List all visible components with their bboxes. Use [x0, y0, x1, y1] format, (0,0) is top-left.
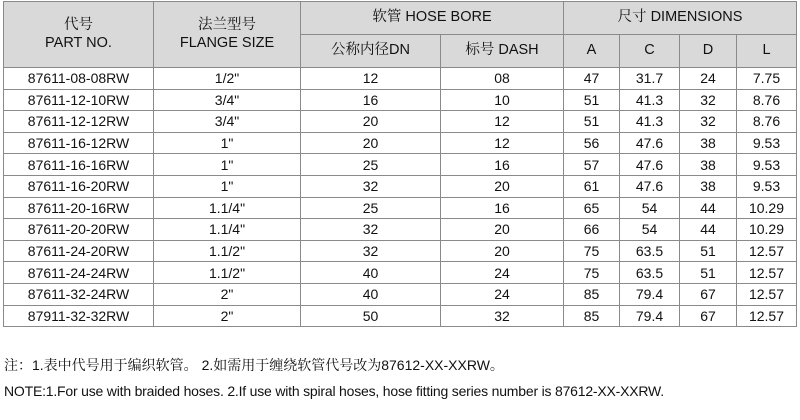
- cell-d: 38: [680, 175, 737, 197]
- cell-part-no: 87611-08-08RW: [4, 68, 154, 90]
- cell-l: 9.53: [737, 175, 797, 197]
- cell-part-no: 87611-12-10RW: [4, 89, 154, 111]
- cell-dash: 12: [441, 111, 564, 133]
- cell-a: 66: [564, 219, 620, 241]
- cell-dn: 32: [301, 240, 441, 262]
- cell-dash: 16: [441, 154, 564, 176]
- cell-d: 67: [680, 283, 737, 305]
- cell-dn: 32: [301, 219, 441, 241]
- cell-dn: 50: [301, 305, 441, 327]
- cell-a: 85: [564, 283, 620, 305]
- cell-flange-size: 1.1/2": [154, 262, 301, 284]
- table-header: [4, 2, 797, 68]
- cell-part-no: 87611-16-16RW: [4, 154, 154, 176]
- cell-l: 8.76: [737, 89, 797, 111]
- cell-flange-size: 1": [154, 154, 301, 176]
- table-row: [4, 240, 797, 262]
- cell-flange-size: 1.1/4": [154, 197, 301, 219]
- cell-d: 51: [680, 240, 737, 262]
- cell-part-no: 87611-24-20RW: [4, 240, 154, 262]
- dimensions-table: [3, 1, 797, 327]
- cell-l: 12.57: [737, 305, 797, 327]
- cell-dn: 40: [301, 283, 441, 305]
- cell-c: 47.6: [620, 154, 680, 176]
- cell-d: 44: [680, 219, 737, 241]
- cell-flange-size: 1": [154, 175, 301, 197]
- cell-part-no: 87911-32-32RW: [4, 305, 154, 327]
- cell-d: 24: [680, 68, 737, 90]
- cell-a: 51: [564, 89, 620, 111]
- cell-l: 12.57: [737, 283, 797, 305]
- cell-l: 10.29: [737, 219, 797, 241]
- cell-d: 67: [680, 305, 737, 327]
- cell-a: 61: [564, 175, 620, 197]
- cell-d: 32: [680, 89, 737, 111]
- cell-l: 9.53: [737, 154, 797, 176]
- header-dn: 公称内径DN: [301, 35, 441, 68]
- header-d: D: [680, 35, 737, 68]
- cell-c: 63.5: [620, 240, 680, 262]
- table-row: [4, 132, 797, 154]
- cell-dn: 16: [301, 89, 441, 111]
- cell-a: 75: [564, 240, 620, 262]
- header-l: L: [737, 35, 797, 68]
- header-dimensions: 尺寸 DIMENSIONS: [564, 2, 797, 35]
- table-row: [4, 197, 797, 219]
- cell-l: 8.76: [737, 111, 797, 133]
- cell-l: 10.29: [737, 197, 797, 219]
- cell-l: 7.75: [737, 68, 797, 90]
- header-flange-size-en: FLANGE SIZE: [179, 34, 275, 51]
- cell-c: 47.6: [620, 132, 680, 154]
- cell-flange-size: 1": [154, 132, 301, 154]
- cell-dn: 25: [301, 197, 441, 219]
- header-part-no: [4, 2, 154, 68]
- cell-c: 47.6: [620, 175, 680, 197]
- cell-dn: 20: [301, 132, 441, 154]
- table-row: [4, 305, 797, 327]
- cell-flange-size: 1.1/2": [154, 240, 301, 262]
- cell-l: 9.53: [737, 132, 797, 154]
- cell-a: 65: [564, 197, 620, 219]
- cell-c: 31.7: [620, 68, 680, 90]
- cell-dash: 08: [441, 68, 564, 90]
- header-hose-bore: 软管 HOSE BORE: [301, 2, 564, 35]
- cell-a: 56: [564, 132, 620, 154]
- cell-flange-size: 2": [154, 283, 301, 305]
- cell-a: 51: [564, 111, 620, 133]
- cell-dash: 16: [441, 197, 564, 219]
- cell-c: 54: [620, 197, 680, 219]
- note-english: NOTE:1.For use with braided hoses. 2.If use with spiral hoses, hose fitting series number is 87612-XX-XXRW.: [4, 383, 664, 399]
- cell-dash: 20: [441, 219, 564, 241]
- table-row: [4, 262, 797, 284]
- table-row: [4, 219, 797, 241]
- cell-part-no: 87611-32-24RW: [4, 283, 154, 305]
- table-body: [4, 68, 797, 327]
- cell-dash: 24: [441, 262, 564, 284]
- cell-part-no: 87611-16-20RW: [4, 175, 154, 197]
- table-row: [4, 89, 797, 111]
- cell-flange-size: 1.1/4": [154, 219, 301, 241]
- cell-part-no: 87611-12-12RW: [4, 111, 154, 133]
- cell-dash: 24: [441, 283, 564, 305]
- cell-c: 79.4: [620, 283, 680, 305]
- cell-c: 54: [620, 219, 680, 241]
- cell-dash: 20: [441, 240, 564, 262]
- cell-part-no: 87611-16-12RW: [4, 132, 154, 154]
- cell-a: 75: [564, 262, 620, 284]
- cell-d: 38: [680, 132, 737, 154]
- cell-c: 63.5: [620, 262, 680, 284]
- cell-dn: 40: [301, 262, 441, 284]
- cell-dash: 12: [441, 132, 564, 154]
- table-row: [4, 154, 797, 176]
- table-row: [4, 68, 797, 90]
- cell-dash: 32: [441, 305, 564, 327]
- cell-l: 12.57: [737, 262, 797, 284]
- cell-a: 47: [564, 68, 620, 90]
- cell-part-no: 87611-20-16RW: [4, 197, 154, 219]
- cell-dash: 20: [441, 175, 564, 197]
- header-flange-size-zh: 法兰型号: [198, 17, 256, 34]
- table-row: [4, 111, 797, 133]
- cell-a: 85: [564, 305, 620, 327]
- header-c: C: [620, 35, 680, 68]
- cell-part-no: 87611-20-20RW: [4, 219, 154, 241]
- cell-dn: 25: [301, 154, 441, 176]
- table-row: [4, 175, 797, 197]
- header-part-no-zh: 代号: [64, 17, 93, 34]
- cell-dn: 32: [301, 175, 441, 197]
- cell-dn: 20: [301, 111, 441, 133]
- cell-flange-size: 2": [154, 305, 301, 327]
- cell-d: 44: [680, 197, 737, 219]
- note-chinese: 注：1.表中代号用于编织软管。 2.如需用于缠绕软管代号改为87612-XX-XXRW。: [4, 357, 504, 373]
- header-part-no-en: PART NO.: [45, 34, 112, 51]
- cell-flange-size: 1/2": [154, 68, 301, 90]
- cell-flange-size: 3/4": [154, 89, 301, 111]
- cell-a: 57: [564, 154, 620, 176]
- cell-l: 12.57: [737, 240, 797, 262]
- cell-d: 51: [680, 262, 737, 284]
- cell-c: 41.3: [620, 111, 680, 133]
- header-a: A: [564, 35, 620, 68]
- cell-dn: 12: [301, 68, 441, 90]
- cell-c: 79.4: [620, 305, 680, 327]
- cell-c: 41.3: [620, 89, 680, 111]
- header-dash: 标号 DASH: [441, 35, 564, 68]
- header-flange-size: [154, 2, 301, 68]
- cell-dash: 10: [441, 89, 564, 111]
- cell-d: 38: [680, 154, 737, 176]
- cell-part-no: 87611-24-24RW: [4, 262, 154, 284]
- cell-flange-size: 3/4": [154, 111, 301, 133]
- table-row: [4, 283, 797, 305]
- cell-d: 32: [680, 111, 737, 133]
